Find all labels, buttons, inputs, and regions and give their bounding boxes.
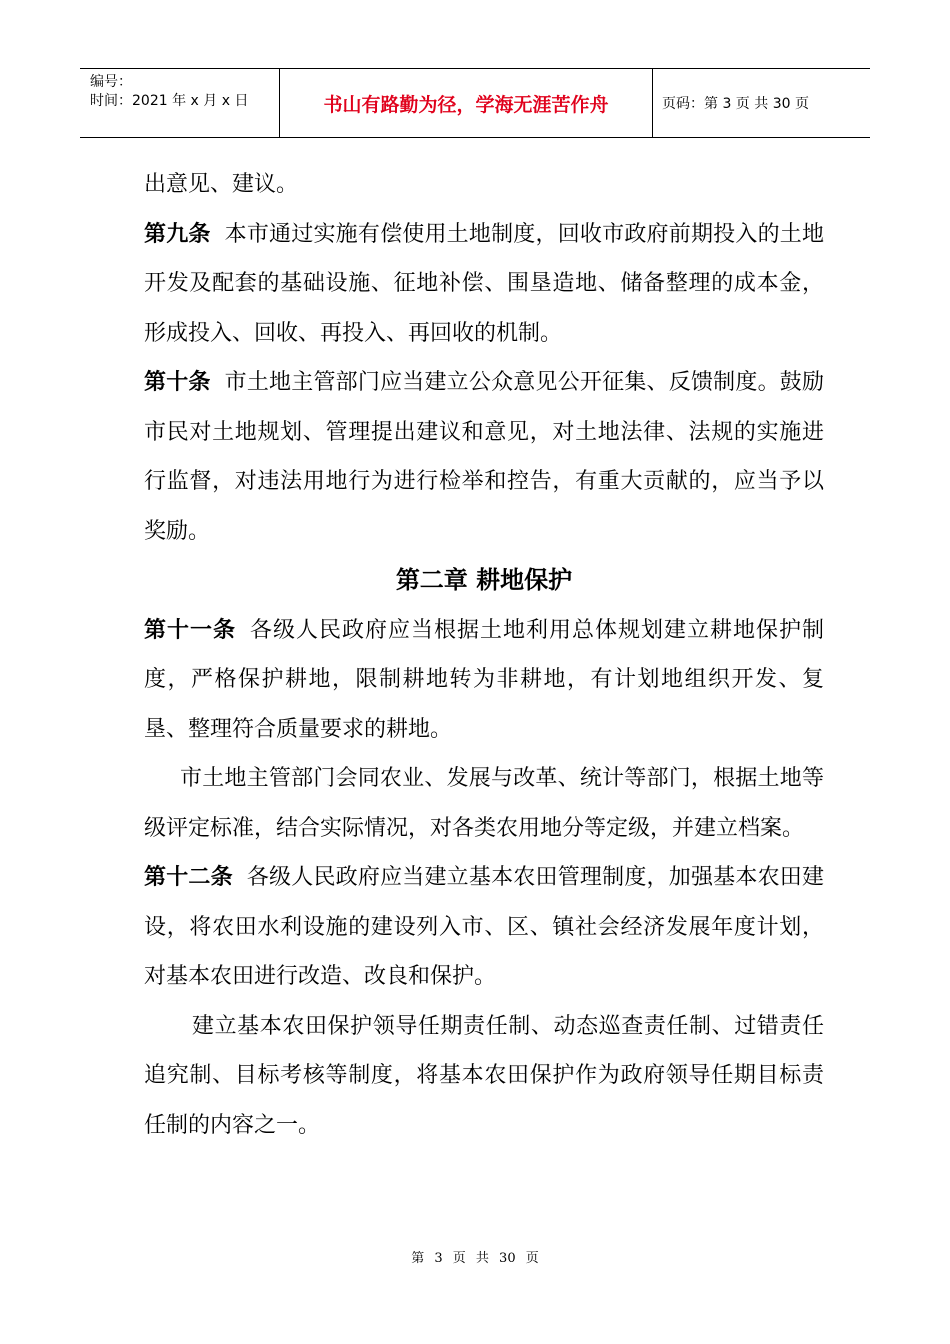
article-text: 各级人民政府应当建立基本农田管理制度，加强基本农田建设，将农田水利设施的建设列入市、区、镇社会经济发展年度计划，对基本农田进行改造、改良和保护。 xyxy=(144,865,824,989)
paragraph-continuation: 出意见、建议。 xyxy=(144,172,299,197)
document-date: 时间：2021 年 x 月 x 日 xyxy=(90,93,249,109)
article-10 xyxy=(144,358,824,556)
article-text: 本市通过实施有偿使用土地制度，回收市政府前期投入的土地开发及配套的基础设施、征地补偿、围垦造地、储备整理的成本金，形成投入、回收、再投入、再回收的机制。 xyxy=(144,221,824,346)
article-label: 第十条 xyxy=(144,370,211,395)
article-9 xyxy=(144,210,824,359)
article-text: 市土地主管部门应当建立公众意见公开征集、反馈制度。鼓励市民对土地规划、管理提出建议和意见，对土地法律、法规的实施进行监督，对违法用地行为进行检举和控告，有重大贡献的，应当予以奖励。 xyxy=(144,370,824,544)
header-meta xyxy=(80,69,280,137)
article-label: 第十二条 xyxy=(144,865,233,890)
article-text: 各级人民政府应当根据土地利用总体规划建立耕地保护制度，严格保护耕地，限制耕地转为非耕地，有计划地组织开发、复垦、整理符合质量要求的耕地。 xyxy=(144,617,824,742)
article-label: 第九条 xyxy=(144,221,211,247)
article-12 xyxy=(144,853,824,1002)
article-12-paragraph-2: 建立基本农田保护领导任期责任制、动态巡查责任制、过错责任追究制、目标考核等制度，将基本农田保护作为政府领导任期目标责任制的内容之一。 xyxy=(144,1013,824,1138)
document-body xyxy=(144,160,824,1150)
article-11 xyxy=(144,606,824,755)
chapter-heading: 第二章 耕地保护 xyxy=(395,566,573,594)
article-label: 第十一条 xyxy=(144,617,236,643)
header-page-info: 页码：第 3 页 共 30 页 xyxy=(662,96,809,112)
page-footer: 第 3 页 共 30 页 xyxy=(411,1251,539,1266)
article-11-paragraph-2: 市土地主管部门会同农业、发展与改革、统计等部门，根据土地等级评定标准，结合实际情况，对各类农用地分等定级，并建立档案。 xyxy=(144,766,824,841)
header-motto: 书山有路勤为径，学海无涯苦作舟 xyxy=(280,69,653,137)
page-header xyxy=(80,68,870,138)
document-number-label: 编号： xyxy=(90,74,132,90)
